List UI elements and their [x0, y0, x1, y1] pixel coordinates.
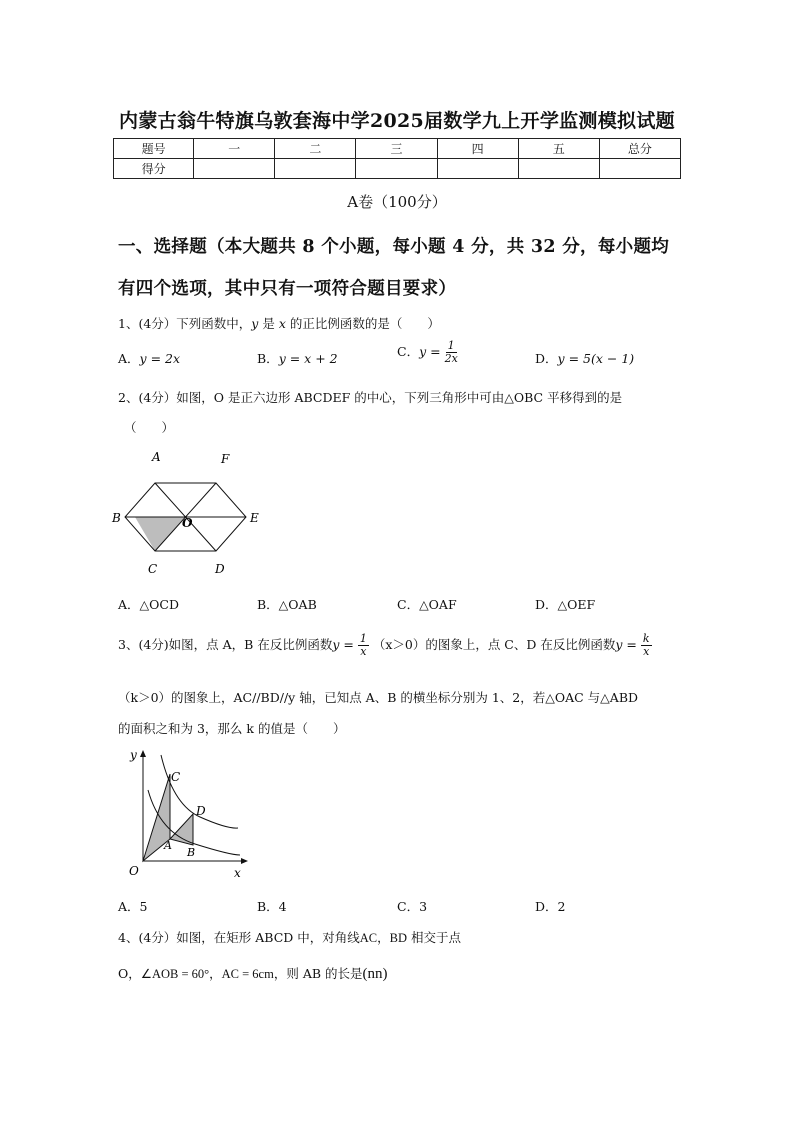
- q2-option-b[interactable]: B．△OAB: [257, 597, 317, 612]
- score-header-cell: 总分: [599, 139, 680, 159]
- x-axis-arrow: [241, 858, 248, 864]
- label-a: A: [164, 839, 172, 852]
- label-y-axis: y: [130, 748, 137, 762]
- q3-f2-fraction: [641, 633, 652, 658]
- question-1-stem: [118, 314, 440, 332]
- score-header-cell: 一: [194, 139, 275, 159]
- q1-option-b-expr: y = x + 2: [278, 351, 338, 366]
- q1-var-y: y: [251, 316, 259, 331]
- label-a: A: [152, 450, 161, 464]
- q1-option-b-label: B．: [257, 351, 279, 366]
- q1-mid: 是: [258, 316, 279, 331]
- question-3-line2: （k＞0）的图象上，AC//BD//y 轴，已知点 A、B 的横坐标分别为 1、2，若△OAC 与△ABD: [118, 690, 639, 705]
- q3-line1-a: 3、(4分)如图，点 A，B 在反比例函数: [118, 637, 333, 652]
- score-table-score-row: [114, 159, 681, 179]
- q3-f1-numerator: 1: [359, 632, 367, 645]
- q3-f2-numerator: k: [642, 632, 650, 645]
- q1-option-a-label: A．: [118, 351, 140, 366]
- question-4-line2: [118, 964, 388, 983]
- question-2-stem: 2、(4分）如图，O 是正六边形 ABCDEF 的中心，下列三角形中可由△OBC 平移得到的是: [118, 390, 623, 405]
- q3-f2-lhs: y =: [615, 637, 637, 652]
- label-e: E: [250, 511, 259, 525]
- score-cell[interactable]: [518, 159, 599, 179]
- question-3-line3: 的面积之和为 3，那么 k 的值是（ ）: [118, 721, 346, 736]
- label-d: D: [215, 562, 225, 576]
- label-origin: O: [129, 864, 139, 878]
- q4-line1-a: 4、(4分）如图，在矩形 ABCD 中，对角线: [118, 930, 360, 945]
- q3-f1-fraction: [358, 633, 369, 658]
- q3-option-b[interactable]: B．4: [257, 899, 287, 914]
- q3-option-a[interactable]: A．5: [118, 899, 148, 914]
- label-x-axis: x: [234, 866, 241, 880]
- q1-var-x: x: [278, 316, 286, 331]
- question-2-paren: （ ）: [124, 420, 175, 435]
- score-cell[interactable]: [356, 159, 437, 179]
- q3-option-c[interactable]: C．3: [397, 899, 428, 914]
- q1-suffix: 的正比例函数的是（ ）: [285, 316, 440, 331]
- question-4-line1: [118, 928, 461, 946]
- q2-option-c[interactable]: C．△OAF: [397, 597, 457, 612]
- label-b: B: [112, 511, 121, 525]
- hexagon-figure: [110, 445, 270, 580]
- q1-option-d-expr: y = 5(x − 1): [557, 351, 635, 366]
- score-header-cell: 二: [275, 139, 356, 159]
- score-cell[interactable]: [599, 159, 680, 179]
- score-cell[interactable]: [437, 159, 518, 179]
- label-d: D: [196, 804, 206, 818]
- q2-option-a[interactable]: A．△OCD: [118, 597, 179, 612]
- q1-option-d-label: D．: [535, 351, 558, 366]
- q1-option-c-lhs: y =: [419, 344, 441, 359]
- question-3-line1: [118, 633, 678, 658]
- score-row-label: 得分: [114, 159, 194, 179]
- section-heading-line1: 一、选择题（本大题共 8 个小题，每小题 4 分，共 32 分，每小题均: [118, 237, 670, 257]
- label-b: B: [187, 846, 196, 859]
- q3-f2-denominator: x: [643, 645, 650, 658]
- q3-option-d[interactable]: D．2: [535, 899, 566, 914]
- q1-option-c-denominator: 2x: [444, 352, 458, 365]
- q2-option-d[interactable]: D．△OEF: [535, 597, 596, 612]
- q1-prefix: 1、(4分）下列函数中，: [118, 316, 252, 331]
- q4-line1-b: AC，BD: [359, 931, 407, 945]
- q4-line2-c: ，则 AB 的长是: [273, 966, 363, 981]
- label-c: C: [148, 562, 158, 576]
- q4-line2-b: ∠AOB = 60°，AC = 6cm: [140, 967, 274, 981]
- y-axis-arrow: [140, 750, 146, 757]
- label-f: F: [221, 452, 230, 466]
- q1-option-d[interactable]: [535, 349, 634, 367]
- q4-line2-d: (nn): [362, 966, 388, 982]
- section-heading-line2: 有四个选项，其中只有一项符合题目要求）: [118, 279, 457, 299]
- label-o: O: [182, 516, 193, 530]
- paper-a-heading: A卷（100分）: [347, 193, 447, 211]
- score-header-cell: 题号: [114, 139, 194, 159]
- q1-option-c[interactable]: [397, 340, 458, 365]
- score-header-cell: 四: [437, 139, 518, 159]
- q3-f1-lhs: y =: [332, 637, 354, 652]
- score-cell[interactable]: [275, 159, 356, 179]
- page-title: 内蒙古翁牛特旗乌敦套海中学2025届数学九上开学监测模拟试题: [119, 110, 675, 132]
- q3-f1-denominator: x: [360, 645, 367, 658]
- score-cell[interactable]: [194, 159, 275, 179]
- q1-option-a[interactable]: [118, 349, 180, 367]
- score-header-cell: 三: [356, 139, 437, 159]
- score-table: [113, 138, 681, 179]
- score-header-cell: 五: [518, 139, 599, 159]
- shaded-triangle-abd: [170, 814, 193, 845]
- q1-option-b[interactable]: [257, 349, 338, 367]
- q4-line2-a: O，: [118, 966, 141, 981]
- label-c: C: [171, 770, 181, 784]
- q1-option-a-expr: y = 2x: [139, 351, 181, 366]
- q1-option-c-label: C．: [397, 344, 420, 359]
- score-table-header-row: [114, 139, 681, 159]
- q1-option-c-numerator: 1: [447, 339, 455, 352]
- q4-line1-c: 相交于点: [407, 930, 461, 945]
- q3-line1-b: （x＞0）的图象上，点 C、D 在反比例函数: [372, 637, 616, 652]
- q1-option-c-fraction: [445, 340, 458, 365]
- hyperbola-figure: [115, 745, 250, 885]
